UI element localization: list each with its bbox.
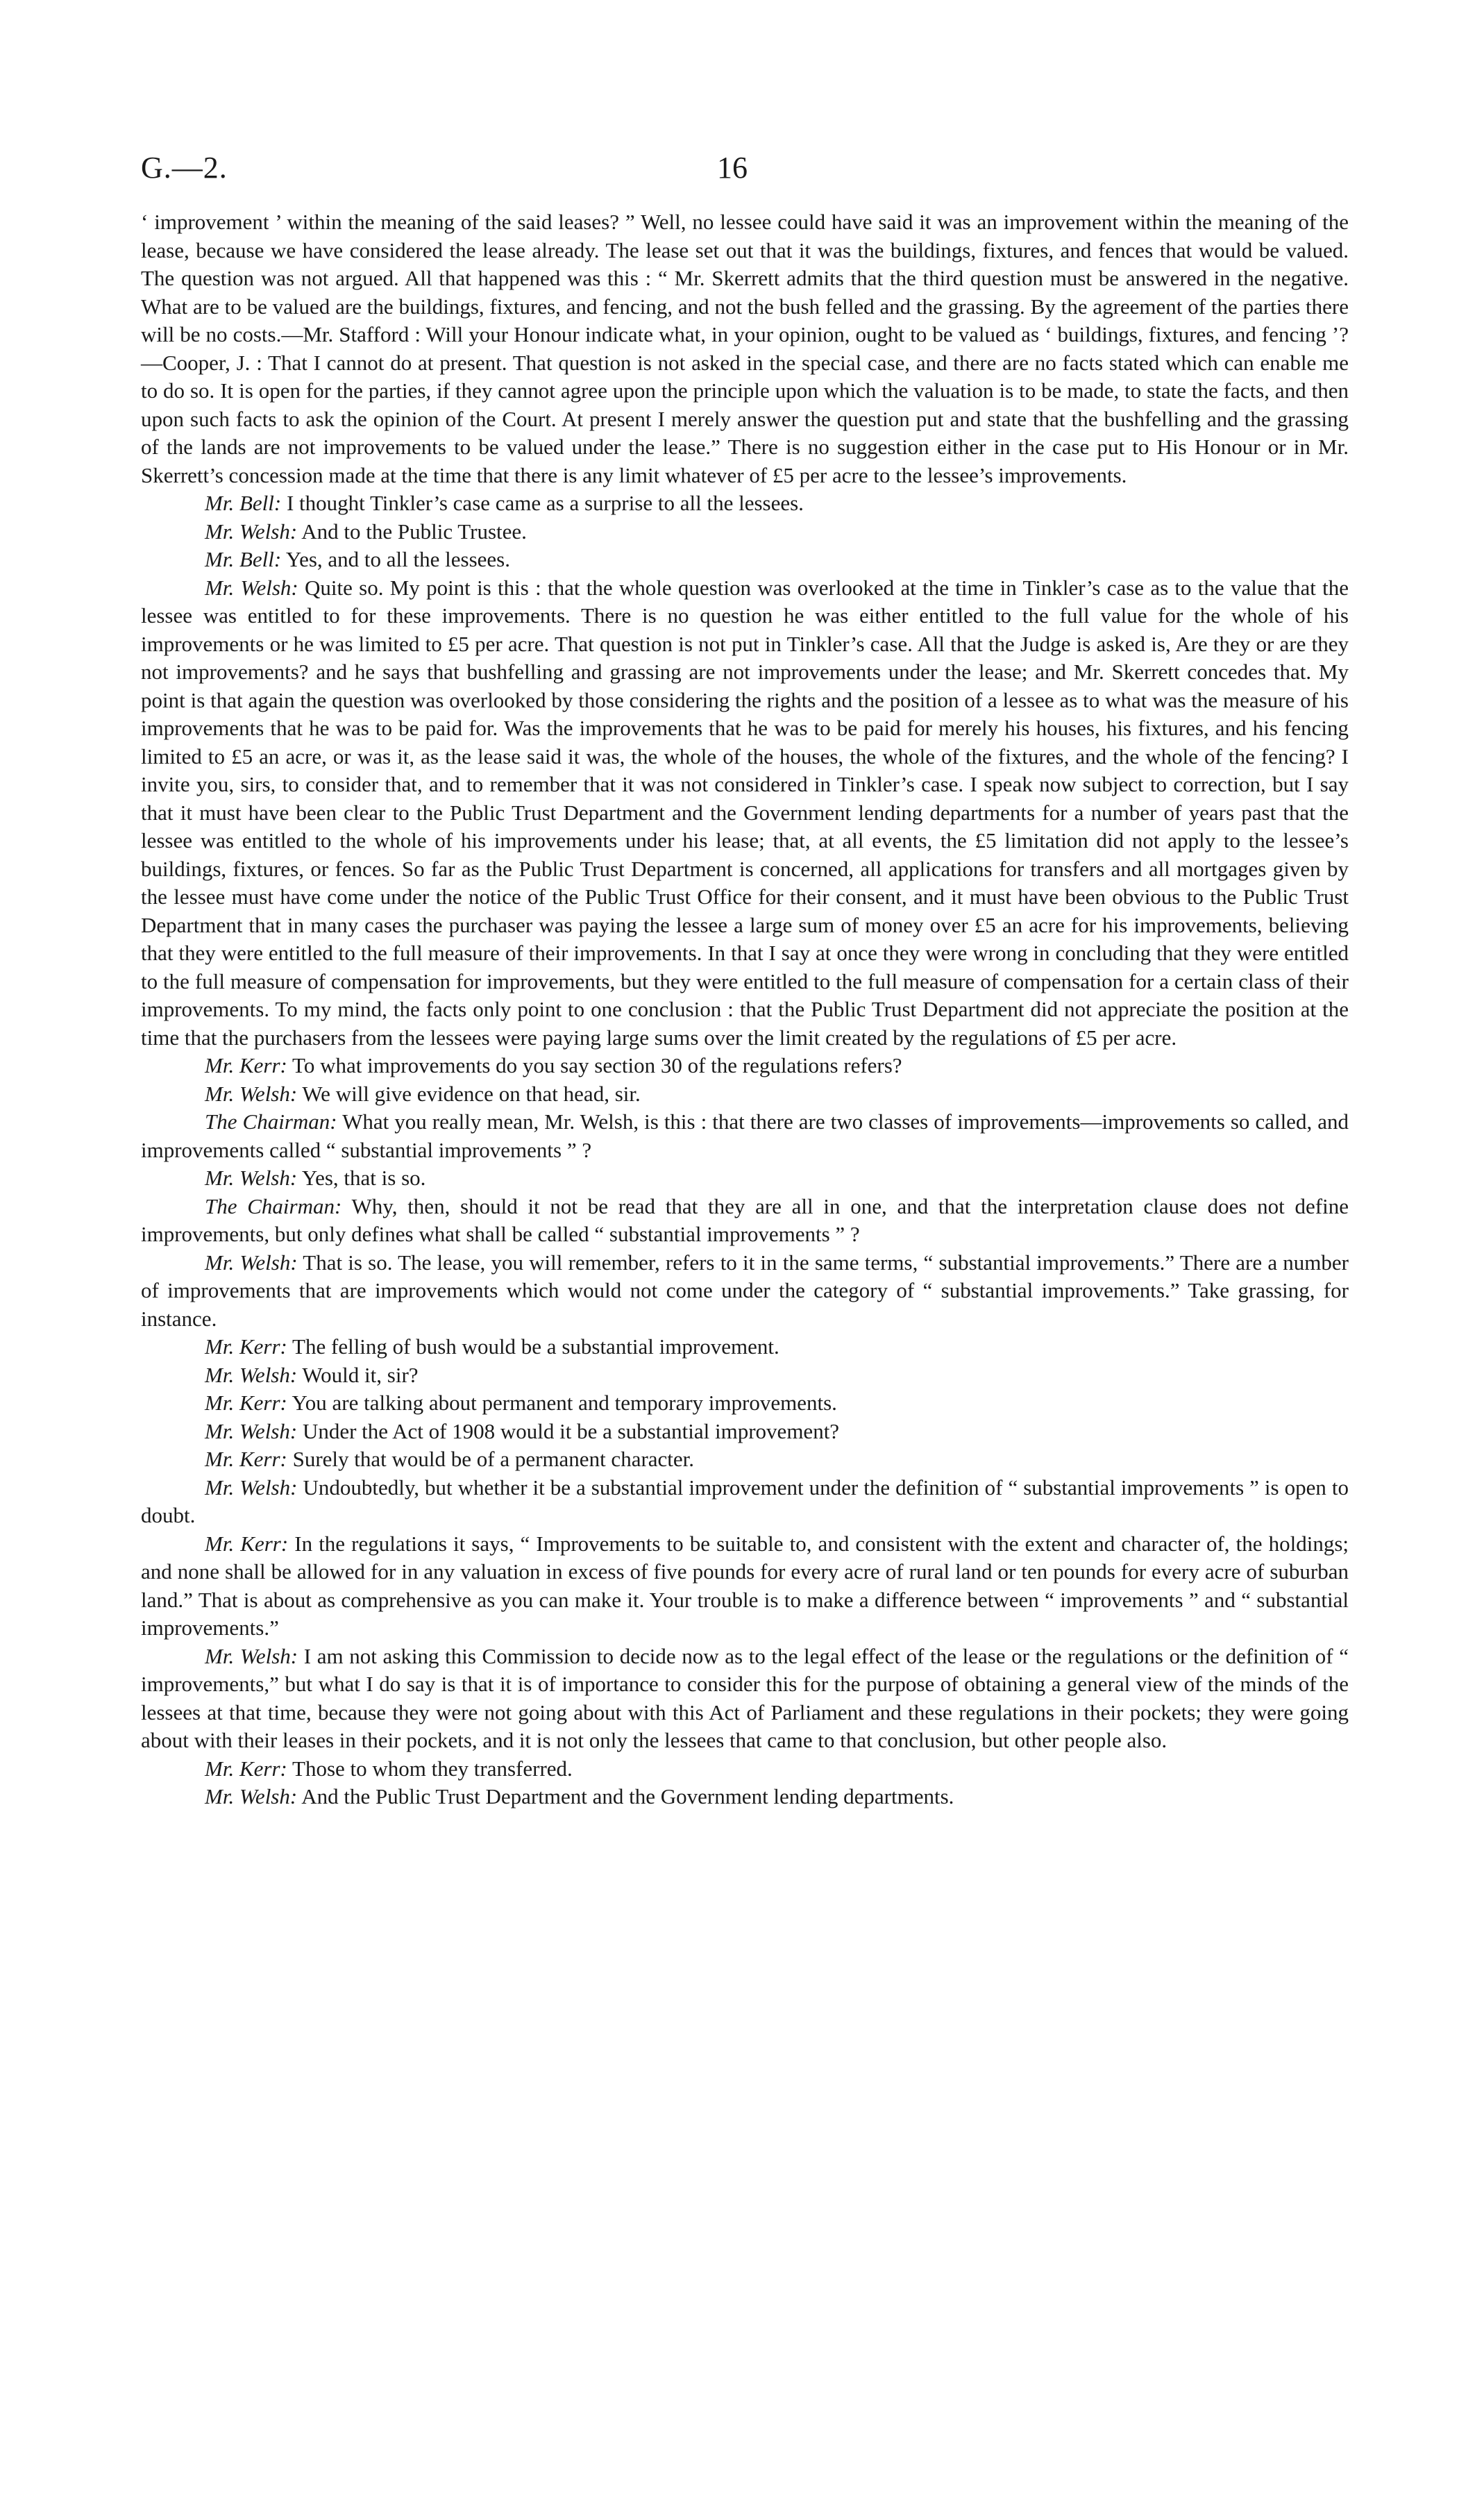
speaker-name: Mr. Welsh: [205,1475,298,1500]
paragraph-text: Under the Act of 1908 would it be a substantial improvement? [302,1418,840,1443]
page-header [141,150,1349,199]
paragraph-text: ‘ improvement ’ within the meaning of the said leases? ” Well, no lessee could have said it was an improvement within the meaning of the lease, because we have considered the lease already. The lease set out that it was the buildings, fixtures, and fences that would be valued. The question was not argued. All that happened was this : “ Mr. Skerrett admits that the third question must be answered in the negative. What are to be valued are the buildings, fixtures, and fencing, and not the bush felled and the grassing. By the agreement of the parties there will be no costs.—Mr. Stafford : Will your Honour indicate what, in your opinion, ought to be valued as ‘ buildings, fixtures, and fencing ’?—Cooper, J. : That I cannot do at present. That question is not asked in the special case, and there are no facts stated which can enable me to do so. It is open for the parties, if they cannot agree upon the principle upon which the valuation is to be made, to state the facts, and then upon such facts to ask the opinion of the Court. At present I merely answer the question put and state that the bushfelling and the grassing of the lands are not improvements to be valued under the lease.” There is no suggestion either in the case put to His Honour or in Mr. Skerrett’s concession made at the time that there is any limit whatever of £5 per acre to the lessee’s improvements. [141,210,1349,487]
paragraph [141,1108,1349,1164]
paragraph-text: Surely that would be of a permanent character. [292,1447,695,1471]
paragraph [141,1333,1349,1361]
paragraph-text: Yes, that is so. [301,1166,426,1190]
paragraph [141,1080,1349,1109]
speaker-name: Mr. Welsh: [205,1362,298,1387]
speaker-name: The Chairman: [205,1109,337,1134]
paragraph [141,1643,1349,1755]
paragraph [141,1418,1349,1446]
paragraph [141,1389,1349,1418]
paragraph-text: To what improvements do you say section 30 of the regulations refers? [292,1053,902,1077]
page-reference: G.—2. [141,151,228,185]
paragraph-text: You are talking about permanent and temporary improvements. [292,1391,837,1415]
speaker-name: The Chairman: [205,1193,342,1218]
speaker-name: Mr. Kerr: [205,1053,287,1077]
speaker-name: Mr. Welsh: [205,1250,298,1275]
speaker-name: Mr. Kerr: [205,1391,287,1415]
paragraph-text: Quite so. My point is this : that the whole question was overlooked at the time in Tinkler’s case as to the value that the lessee was entitled to for these improvements. There is no question he was either entitled to the full value for the whole of his improvements or he was limited to £5 per acre. That question is not put in Tinkler’s case. All that the Judge is asked is, Are they or are they not improvements? and he says that bushfelling and grassing are not improvements under the lease; and Mr. Skerrett concedes that. My point is that again the question was overlooked by those considering the rights and the position of a lessee as to what was the measure of his improvements that he was to be paid for. Was the improvements that he was to be paid for merely his houses, his fixtures, and his fencing limited to £5 an acre, or was it, as the lease said it was, the whole of the houses, the whole of the fixtures, and the whole of the fencing? I invite you, sirs, to consider that, and to remember that it was not considered in Tinkler’s case. I speak now subject to correction, but I say that it must have been clear to the Public Trust Department and the Government lending departments for a number of years past that the lessee was entitled to the whole of his improvements under his lease; that, at all events, the £5 limitation did not apply to the lessee’s buildings, fixtures, or fences. So far as the Public Trust Department is concerned, all applications for transfers and all mortgages given by the lessee must have come under the notice of the Public Trust Office for their consent, and it must have been obvious to the Public Trust Department that in many cases the purchaser was paying the lessee a large sum of money over £5 an acre for his improvements, believing that they were entitled to the full measure of their improvements. In that I say at once they were wrong in concluding that they were entitled to the full measure of compensation for improvements, but they were entitled to the full measure of compensation for a certain class of their improvements. To my mind, the facts only point to one conclusion : that the Public Trust Department did not appreciate the position at the time that the purchasers from the lessees were paying large sums over the limit created by the regulations of £5 per acre. [141,575,1349,1050]
paragraph [141,1249,1349,1334]
paragraph [141,1530,1349,1643]
paragraph [141,1164,1349,1193]
speaker-name: Mr. Welsh: [205,575,298,600]
paragraph [141,1052,1349,1080]
paragraph [141,1783,1349,1811]
speaker-name: Mr. Welsh: [205,1784,298,1808]
paragraph-text: I am not asking this Commission to decide now as to the legal effect of the lease or the regulations or the definition of “ improvements,” but what I do say is that it is of importance to consider this for the purpose of obtaining a general view of the minds of the lessees at that time, because they were not going about with this Act of Parliament and these regulations in their pockets; they were going about with their leases in their pockets, and it is not only the lessees that came to that conclusion, but other people also. [141,1643,1349,1752]
paragraph-text: Would it, sir? [302,1362,419,1387]
paragraph-text: The felling of bush would be a substantial improvement. [292,1334,779,1359]
speaker-name: Mr. Bell: [205,491,282,515]
speaker-name: Mr. Welsh: [205,1081,298,1106]
paragraph [141,1445,1349,1474]
paragraph [141,1193,1349,1249]
paragraph [141,574,1349,1052]
paragraph-text: And to the Public Trustee. [301,519,527,544]
speaker-name: Mr. Kerr: [205,1756,287,1781]
speaker-name: Mr. Welsh: [205,519,298,544]
paragraph-text: What you really mean, Mr. Welsh, is this : that there are two classes of improvements—improvements so called, and improvements called “ substantial improvements ” ? [141,1109,1349,1162]
speaker-name: Mr. Welsh: [205,1418,298,1443]
paragraph [141,546,1349,574]
paragraph [141,518,1349,546]
paragraph [141,489,1349,518]
paragraph [141,1361,1349,1390]
speaker-name: Mr. Kerr: [205,1447,287,1471]
paragraph-text: Those to whom they transferred. [292,1756,573,1781]
paragraph-text: In the regulations it says, “ Improvements to be suitable to, and consistent with the extent and character of, the holdings; and none shall be allowed for in any valuation in excess of five pounds for every acre of rural land or ten pounds for every acre of suburban land.” That is about as comprehensive as you can make it. Your trouble is to make a difference between “ improvements ” and “ substantial improvements.” [141,1531,1349,1640]
paragraph [141,1474,1349,1530]
paragraph [141,1755,1349,1783]
speaker-name: Mr. Kerr: [205,1334,287,1359]
document-body [141,208,1349,1811]
paragraph-text: I thought Tinkler’s case came as a surprise to all the lessees. [286,491,804,515]
paragraph-text: And the Public Trust Department and the Government lending departments. [301,1784,954,1808]
speaker-name: Mr. Bell: [205,547,282,571]
speaker-name: Mr. Welsh: [205,1166,298,1190]
paragraph-text: Yes, and to all the lessees. [285,547,510,571]
paragraph-text: We will give evidence on that head, sir. [302,1081,641,1106]
page-number: 16 [717,151,748,185]
paragraph-text: Undoubtedly, but whether it be a substantial improvement under the definition of “ substantial improvements ” is open to doubt. [141,1475,1349,1527]
paragraph-text: That is so. The lease, you will remember, refers to it in the same terms, “ substantial improvements.” There are a number of improvements that are improvements which would not come under the category of “ substantial improvements.” Take grassing, for instance. [141,1250,1349,1331]
speaker-name: Mr. Kerr: [205,1531,289,1556]
paragraph-text: Why, then, should it not be read that they are all in one, and that the interpretation clause does not define improvements, but only defines what shall be called “ substantial improvements ” ? [141,1193,1349,1246]
paragraph [141,208,1349,489]
speaker-name: Mr. Welsh: [205,1643,298,1668]
